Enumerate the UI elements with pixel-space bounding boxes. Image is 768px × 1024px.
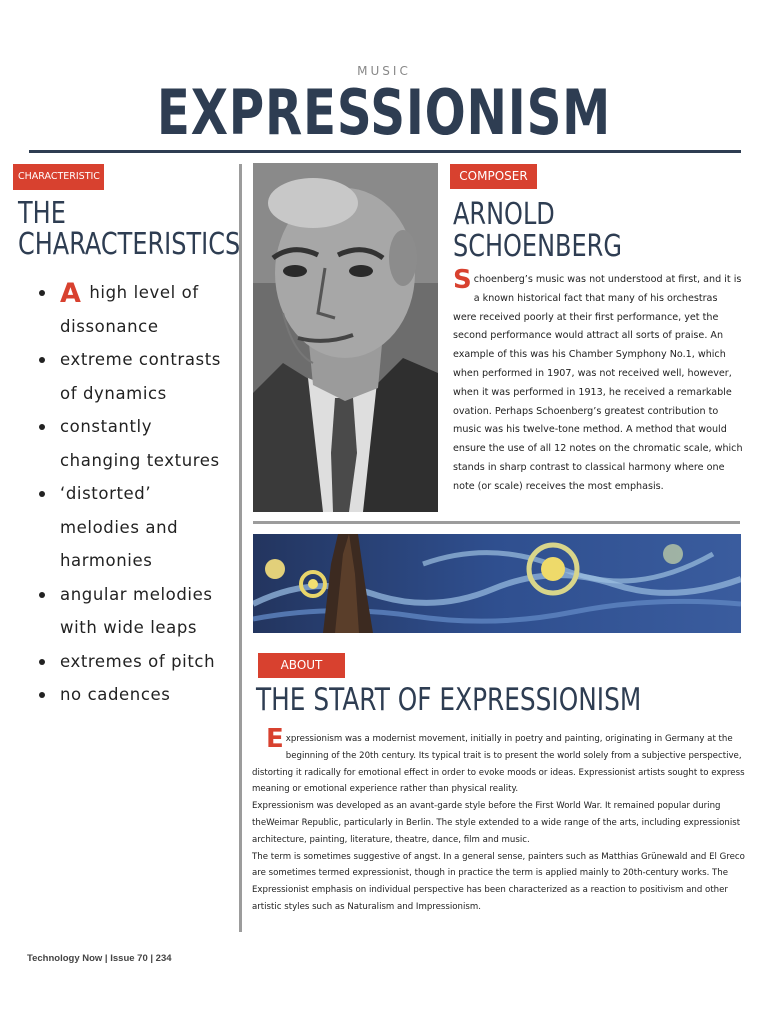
list-item: constantly changing textures <box>30 410 235 477</box>
about-paragraph-3: The term is sometimes suggestive of angst. In a general sense, painters such as Matthias Grünewald and El Greco are sometimes termed expressionist, though in practice the term is applied mainly to 20th-century works. The Expressionist emphasis on individual perspective has been characterized as a reaction to positivism and other artistic styles such as Naturalism and Impressionism. <box>252 851 745 912</box>
list-item: no cadences <box>30 678 235 712</box>
composer-tag: COMPOSER <box>450 164 537 189</box>
column-divider <box>239 164 242 932</box>
section-kicker: MUSIC <box>357 64 411 78</box>
characteristics-list <box>30 276 235 712</box>
portrait-illustration <box>253 163 438 512</box>
about-paragraph-2: Expressionism was developed as an avant-garde style before the First World War. It remained popular during theWeimar Republic, particularly in Berlin. The style extended to a wide range of the arts, including expressionist architecture, painting, literature, theatre, dance, film and music. <box>252 801 741 845</box>
characteristics-heading-line2: CHARACTERISTICS <box>18 227 241 262</box>
characteristic-tag: CHARACTERISTIC <box>13 164 104 190</box>
page-title: EXPRESSIONISM <box>156 76 612 149</box>
section-divider <box>253 521 740 524</box>
composer-bio <box>453 265 743 497</box>
about-heading: THE START OF EXPRESSIONISM <box>256 682 642 718</box>
composer-name-line2: SCHOENBERG <box>453 229 622 264</box>
list-item <box>30 276 235 343</box>
list-item: extremes of pitch <box>30 645 235 679</box>
paragraph-text: xpressionism was a modernist movement, initially in poetry and painting, originating in Germany at the beginning of the 20th century. Its typical trait is to present the world solely from a subjective perspective, distorting it radically for emotional effect in order to evoke moods or ideas. Expressionist artists sought to express meaning or emotional experience rather than physical reality. <box>252 734 745 795</box>
composer-name-line1: ARNOLD <box>453 197 555 232</box>
about-tag: ABOUT <box>258 653 345 678</box>
title-divider <box>29 150 741 153</box>
page-footer: Technology Now | Issue 70 | 234 <box>27 953 172 964</box>
drop-cap: A <box>60 278 82 309</box>
composer-photo <box>253 163 438 512</box>
characteristics-heading-line1: THE <box>18 196 66 231</box>
list-item-text: high level of dissonance <box>60 283 199 336</box>
painting-illustration <box>253 534 741 633</box>
drop-cap: E <box>266 724 284 754</box>
about-body <box>252 724 752 916</box>
characteristics-heading <box>18 198 240 260</box>
bio-text: choenberg’s music was not understood at first, and it is a known historical fact that many of his orchestras were received poorly at their first performance, yet the second performance would attract all sorts of praise. An example of this was his Chamber Symphony No.1, which when performed in 1907, was not received well, however, when it was performed in 1913, he received a remarkable ovation. Perhaps Schoenberg’s greatest contribution to music was his twelve-tone method. A method that would ensure the use of all 12 notes on the chromatic scale, which stands in sharp contrast to classical harmony where one note (or scale) receives the most emphasis. <box>453 274 743 492</box>
list-item: ‘distorted’ melodies and harmonies <box>30 477 235 578</box>
drop-cap: S <box>453 265 472 295</box>
composer-name <box>453 199 622 263</box>
starry-night-banner <box>253 534 741 633</box>
list-item: angular melodies with wide leaps <box>30 578 235 645</box>
list-item: extreme contrasts of dynamics <box>30 343 235 410</box>
about-paragraph-1 <box>252 724 752 798</box>
